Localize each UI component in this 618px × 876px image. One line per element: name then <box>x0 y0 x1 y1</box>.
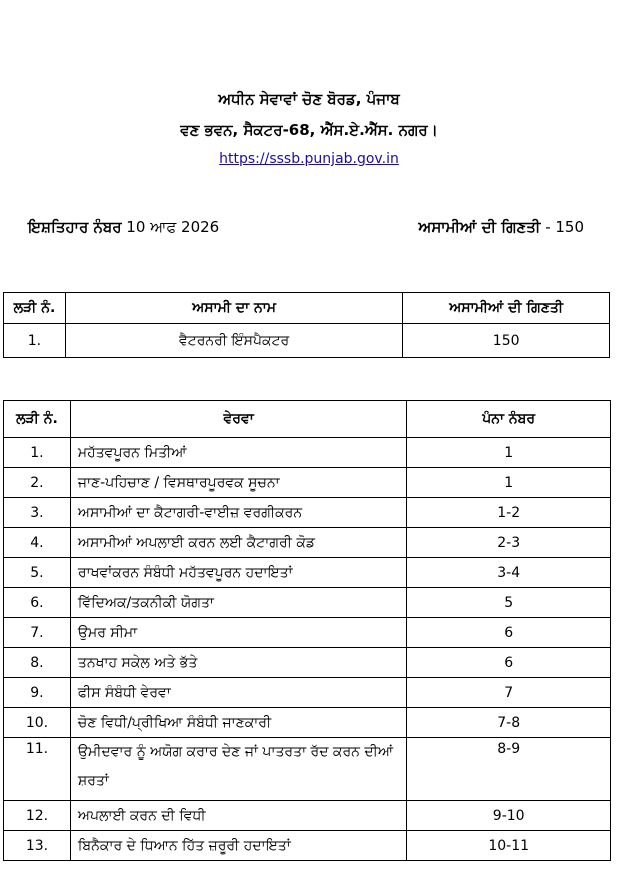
serial-cell: 8. <box>4 648 71 678</box>
advertisement-value: 10 ਆਫ 2026 <box>126 218 220 236</box>
serial-cell: 13. <box>4 831 71 861</box>
table-row <box>4 438 611 468</box>
website-line <box>0 151 618 167</box>
serial-cell: 1. <box>4 438 71 468</box>
description-cell: ਚੋਣ ਵਿਧੀ/ਪ੍ਰੀਖਿਆ ਸੰਬੰਧੀ ਜਾਣਕਾਰੀ <box>70 708 406 738</box>
header-description: ਵੇਰਵਾ <box>70 401 406 438</box>
contents-table-header <box>4 401 611 438</box>
serial-cell: 10. <box>4 708 71 738</box>
table-row <box>4 588 611 618</box>
header-post-count: ਅਸਾਮੀਆਂ ਦੀ ਗਿਣਤੀ <box>403 293 610 324</box>
description-cell: ਤਨਖਾਹ ਸਕੇਲ ਅਤੇ ਭੱਤੇ <box>70 648 406 678</box>
header-page-number: ਪੰਨਾ ਨੰਬਰ <box>407 401 611 438</box>
page-number-cell: 1 <box>407 438 611 468</box>
table-row <box>4 618 611 648</box>
serial-cell: 1. <box>4 324 66 358</box>
serial-cell: 11. <box>4 738 71 801</box>
page-number-cell: 1 <box>407 468 611 498</box>
advertisement-label: ਇਸ਼ਤਿਹਾਰ ਨੰਬਰ <box>28 218 122 236</box>
description-cell: ਫੀਸ ਸੰਬੰਧੀ ਵੇਰਵਾ <box>70 678 406 708</box>
serial-cell: 6. <box>4 588 71 618</box>
table-row <box>4 498 611 528</box>
posts-table-header <box>4 293 610 324</box>
board-name: ਅਧੀਨ ਸੇਵਾਵਾਂ ਚੋਣ ਬੋਰਡ, ਪੰਜਾਬ <box>218 90 400 108</box>
page-number-cell: 6 <box>407 648 611 678</box>
description-cell: ਅਪਲਾਈ ਕਰਨ ਦੀ ਵਿਧੀ <box>70 801 406 831</box>
posts-count-label: ਅਸਾਮੀਆਂ ਦੀ ਗਿਣਤੀ <box>418 218 541 236</box>
table-row <box>4 801 611 831</box>
description-cell: ਅਸਾਮੀਆਂ ਅਪਲਾਈ ਕਰਨ ਲਈ ਕੈਟਾਗਰੀ ਕੋਡ <box>70 528 406 558</box>
page-number-cell: 10-11 <box>407 831 611 861</box>
serial-cell: 9. <box>4 678 71 708</box>
description-cell: ਮਹੱਤਵਪੂਰਨ ਮਿਤੀਆਂ <box>70 438 406 468</box>
header-post-name: ਅਸਾਮੀ ਦਾ ਨਾਮ <box>65 293 402 324</box>
description-cell: ਰਾਖਵਾਂਕਰਨ ਸੰਬੰਧੀ ਮਹੱਤਵਪੂਰਨ ਹਦਾਇਤਾਂ <box>70 558 406 588</box>
board-address: ਵਣ ਭਵਨ, ਸੈਕਟਰ-68, ਐੱਸ.ਏ.ਐੱਸ. ਨਗਰ। <box>180 121 438 139</box>
table-row <box>4 558 611 588</box>
page-number-cell: 8-9 <box>407 738 611 801</box>
description-cell: ਜਾਣ-ਪਹਿਚਾਣ / ਵਿਸਥਾਰਪੂਰਵਕ ਸੂਚਨਾ <box>70 468 406 498</box>
table-row <box>4 648 611 678</box>
description-cell: ਬਿਨੈਕਾਰ ਦੇ ਧਿਆਨ ਹਿੱਤ ਜ਼ਰੂਰੀ ਹਦਾਇਤਾਂ <box>70 831 406 861</box>
post-name-cell: ਵੈਟਰਨਰੀ ਇੰਸਪੈਕਟਰ <box>65 324 402 358</box>
serial-cell: 7. <box>4 618 71 648</box>
posts-count <box>418 218 584 236</box>
description-cell: ਉਮੀਦਵਾਰ ਨੂੰ ਅਯੋਗ ਕਰਾਰ ਦੇਣ ਜਾਂ ਪਾਤਰਤਾ ਰੱਦ ਕਰਨ ਦੀਆਂ ਸ਼ਰਤਾਂ <box>70 738 406 801</box>
serial-cell: 5. <box>4 558 71 588</box>
description-cell: ਅਸਾਮੀਆਂ ਦਾ ਕੈਟਾਗਰੀ-ਵਾਈਜ਼ ਵਰਗੀਕਰਨ <box>70 498 406 528</box>
page-number-cell: 3-4 <box>407 558 611 588</box>
table-row <box>4 678 611 708</box>
page-number-cell: 2-3 <box>407 528 611 558</box>
table-row <box>4 831 611 861</box>
page-number-cell: 9-10 <box>407 801 611 831</box>
page-number-cell: 5 <box>407 588 611 618</box>
table-row <box>4 468 611 498</box>
table-row <box>4 528 611 558</box>
contents-table <box>3 400 611 861</box>
page-number-cell: 1-2 <box>407 498 611 528</box>
page-number-cell: 7 <box>407 678 611 708</box>
serial-cell: 3. <box>4 498 71 528</box>
header-serial: ਲੜੀ ਨੰ. <box>4 293 66 324</box>
website-link[interactable]: https://sssb.punjab.gov.in <box>219 151 399 167</box>
post-count-cell: 150 <box>403 324 610 358</box>
page-number-cell: 7-8 <box>407 708 611 738</box>
serial-cell: 4. <box>4 528 71 558</box>
page-number-cell: 6 <box>407 618 611 648</box>
posts-count-value: - 150 <box>545 218 584 236</box>
table-row <box>4 738 611 801</box>
header-serial: ਲੜੀ ਨੰ. <box>4 401 71 438</box>
description-cell: ਵਿੱਦਿਅਕ/ਤਕਨੀਕੀ ਯੋਗਤਾ <box>70 588 406 618</box>
posts-table <box>3 292 610 358</box>
serial-cell: 12. <box>4 801 71 831</box>
advertisement-number <box>28 218 219 236</box>
serial-cell: 2. <box>4 468 71 498</box>
table-row <box>4 324 610 358</box>
table-row <box>4 708 611 738</box>
description-cell: ਉਮਰ ਸੀਮਾ <box>70 618 406 648</box>
